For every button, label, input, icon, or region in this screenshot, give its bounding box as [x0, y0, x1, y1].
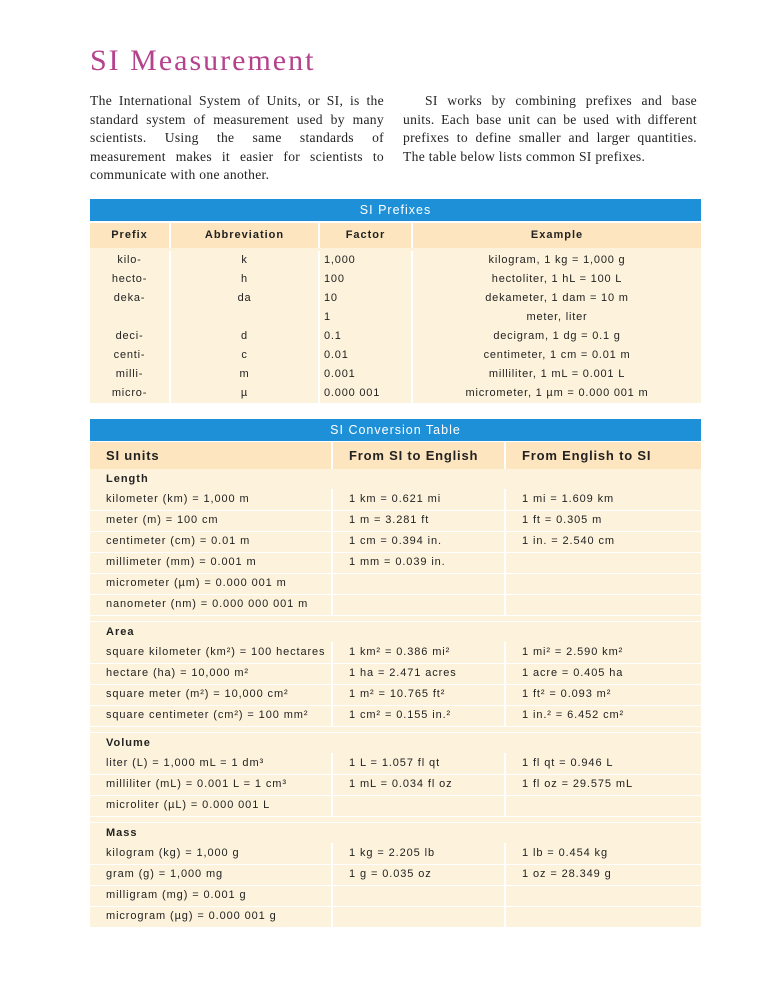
- si-unit-cell: centimeter (cm) = 0.01 m: [90, 531, 333, 553]
- prefix-cell: deci-: [90, 327, 171, 346]
- conversion-row: [90, 753, 701, 774]
- conversion-row: [90, 663, 701, 684]
- si-unit-cell: nanometer (nm) = 0.000 000 001 m: [90, 594, 333, 616]
- section-heading: Area: [106, 626, 135, 638]
- english-to-si-cell: 1 mi = 1.609 km: [506, 489, 701, 511]
- prefix-row: [90, 365, 701, 384]
- si-to-english-cell: [333, 906, 506, 928]
- english-to-si-cell: 1 ft² = 0.093 m²: [506, 684, 701, 706]
- conversion-table-header: [90, 442, 701, 469]
- si-unit-cell: square meter (m²) = 10,000 cm²: [90, 684, 333, 706]
- english-to-si-cell: 1 oz = 28.349 g: [506, 864, 701, 886]
- prefix-cell: centi-: [90, 346, 171, 365]
- conversion-row: [90, 774, 701, 795]
- section-heading: Mass: [106, 827, 138, 839]
- page-title: SI Measurement: [90, 44, 316, 77]
- factor-cell: 0.01: [320, 346, 413, 365]
- prefix-cell: deka-: [90, 289, 171, 308]
- example-cell: meter, liter: [526, 311, 588, 323]
- prefix-cell: hecto-: [90, 270, 171, 289]
- english-to-si-cell: [506, 552, 701, 574]
- english-to-si-cell: 1 fl oz = 29.575 mL: [506, 774, 701, 796]
- si-unit-cell: kilometer (km) = 1,000 m: [90, 489, 333, 511]
- si-to-english-cell: 1 km = 0.621 mi: [333, 489, 506, 511]
- conversion-row: [90, 795, 701, 816]
- si-unit-cell: micrometer (µm) = 0.000 001 m: [90, 573, 333, 595]
- si-unit-cell: liter (L) = 1,000 mL = 1 dm³: [90, 753, 333, 775]
- factor-cell: 100: [320, 270, 413, 289]
- conversion-row: [90, 864, 701, 885]
- section-spacer: [90, 816, 701, 823]
- si-to-english-cell: 1 mm = 0.039 in.: [333, 552, 506, 574]
- example-cell: kilogram, 1 kg = 1,000 g: [488, 254, 626, 266]
- abbreviation-cell: h: [171, 270, 320, 289]
- prefix-cell: [90, 308, 171, 327]
- conversion-row: [90, 642, 701, 663]
- si-unit-cell: hectare (ha) = 10,000 m²: [90, 663, 333, 685]
- prefix-table-body: [90, 248, 701, 403]
- conversion-row: [90, 594, 701, 615]
- prefix-table: [90, 223, 701, 403]
- si-to-english-cell: 1 m² = 10.765 ft²: [333, 684, 506, 706]
- factor-cell: 0.000 001: [320, 384, 413, 403]
- conversion-row: [90, 552, 701, 573]
- section-spacer: [90, 615, 701, 622]
- section-spacer: [90, 726, 701, 733]
- si-to-english-cell: [333, 594, 506, 616]
- column-header: Prefix: [90, 223, 171, 248]
- si-unit-cell: millimeter (mm) = 0.001 m: [90, 552, 333, 574]
- factor-cell: 0.001: [320, 365, 413, 384]
- conversion-row: [90, 573, 701, 594]
- si-unit-cell: square kilometer (km²) = 100 hectares: [90, 642, 333, 664]
- si-unit-cell: microliter (µL) = 0.000 001 L: [90, 795, 333, 817]
- abbreviation-cell: k: [171, 251, 320, 270]
- conversion-table-body: [90, 469, 701, 927]
- english-to-si-cell: 1 in. = 2.540 cm: [506, 531, 701, 553]
- si-to-english-cell: [333, 885, 506, 907]
- si-to-english-cell: 1 g = 0.035 oz: [333, 864, 506, 886]
- si-to-english-cell: 1 L = 1.057 fl qt: [333, 753, 506, 775]
- column-header: From English to SI: [522, 448, 652, 463]
- english-to-si-cell: 1 in.² = 6.452 cm²: [506, 705, 701, 727]
- example-cell: hectoliter, 1 hL = 100 L: [491, 273, 623, 285]
- si-to-english-cell: 1 cm = 0.394 in.: [333, 531, 506, 553]
- prefix-row: [90, 384, 701, 403]
- si-to-english-cell: 1 mL = 0.034 fl oz: [333, 774, 506, 796]
- intro-paragraph-left: The International System of Units, or SI, is the standard system of measurement used by many scientists. Using the same standards of measurement makes it easier for scientists to communicate with one another.: [90, 93, 384, 182]
- english-to-si-cell: 1 fl qt = 0.946 L: [506, 753, 701, 775]
- si-to-english-cell: [333, 573, 506, 595]
- conversion-row: [90, 510, 701, 531]
- si-unit-cell: kilogram (kg) = 1,000 g: [90, 843, 333, 865]
- si-unit-cell: milligram (mg) = 0.001 g: [90, 885, 333, 907]
- abbreviation-cell: m: [171, 365, 320, 384]
- english-to-si-cell: 1 mi² = 2.590 km²: [506, 642, 701, 664]
- si-to-english-cell: 1 cm² = 0.155 in.²: [333, 705, 506, 727]
- prefix-row: [90, 346, 701, 365]
- si-unit-cell: meter (m) = 100 cm: [90, 510, 333, 532]
- english-to-si-cell: [506, 885, 701, 907]
- prefix-row: [90, 251, 701, 270]
- english-to-si-cell: [506, 573, 701, 595]
- english-to-si-cell: [506, 906, 701, 928]
- column-header: Abbreviation: [171, 223, 320, 248]
- si-to-english-cell: 1 km² = 0.386 mi²: [333, 642, 506, 664]
- abbreviation-cell: d: [171, 327, 320, 346]
- factor-cell: 10: [320, 289, 413, 308]
- english-to-si-cell: 1 ft = 0.305 m: [506, 510, 701, 532]
- column-header: Example: [530, 229, 584, 241]
- conversion-row: [90, 885, 701, 906]
- column-header: SI units: [90, 442, 333, 469]
- abbreviation-cell: da: [171, 289, 320, 308]
- example-cell: centimeter, 1 cm = 0.01 m: [483, 349, 631, 361]
- intro-paragraph-right: SI works by combining prefixes and base units. Each base unit can be used with different prefixes to define smaller and larger quantities. The table below lists common SI prefixes.: [403, 93, 697, 164]
- column-header: Factor: [320, 223, 413, 248]
- conversion-row: [90, 843, 701, 864]
- abbreviation-cell: c: [171, 346, 320, 365]
- conversion-table: [90, 442, 701, 927]
- si-to-english-cell: 1 kg = 2.205 lb: [333, 843, 506, 865]
- factor-cell: 1: [320, 308, 413, 327]
- factor-cell: 0.1: [320, 327, 413, 346]
- conversion-row: [90, 705, 701, 726]
- si-to-english-cell: 1 m = 3.281 ft: [333, 510, 506, 532]
- section-heading: Length: [106, 473, 149, 485]
- conversion-row: [90, 489, 701, 510]
- prefix-cell: milli-: [90, 365, 171, 384]
- factor-cell: 1,000: [320, 251, 413, 270]
- english-to-si-cell: [506, 594, 701, 616]
- si-unit-cell: square centimeter (cm²) = 100 mm²: [90, 705, 333, 727]
- prefix-row: [90, 327, 701, 346]
- si-unit-cell: microgram (µg) = 0.000 001 g: [90, 906, 333, 928]
- example-cell: dekameter, 1 dam = 10 m: [485, 292, 629, 304]
- prefix-row: [90, 308, 701, 327]
- column-header: From SI to English: [333, 442, 506, 469]
- conversion-table-title: SI Conversion Table: [90, 419, 701, 441]
- conversion-row: [90, 684, 701, 705]
- example-cell: micrometer, 1 µm = 0.000 001 m: [465, 387, 649, 399]
- english-to-si-cell: 1 lb = 0.454 kg: [506, 843, 701, 865]
- si-unit-cell: milliliter (mL) = 0.001 L = 1 cm³: [90, 774, 333, 796]
- conversion-row: [90, 906, 701, 927]
- si-to-english-cell: [333, 795, 506, 817]
- prefix-row: [90, 270, 701, 289]
- english-to-si-cell: [506, 795, 701, 817]
- section-heading: Volume: [106, 737, 151, 749]
- prefix-cell: micro-: [90, 384, 171, 403]
- si-to-english-cell: 1 ha = 2.471 acres: [333, 663, 506, 685]
- prefix-cell: kilo-: [90, 251, 171, 270]
- prefix-table-title: SI Prefixes: [90, 199, 701, 221]
- abbreviation-cell: µ: [171, 384, 320, 403]
- prefix-row: [90, 289, 701, 308]
- abbreviation-cell: [171, 308, 320, 327]
- example-cell: milliliter, 1 mL = 0.001 L: [488, 368, 626, 380]
- english-to-si-cell: 1 acre = 0.405 ha: [506, 663, 701, 685]
- example-cell: decigram, 1 dg = 0.1 g: [493, 330, 621, 342]
- si-unit-cell: gram (g) = 1,000 mg: [90, 864, 333, 886]
- conversion-row: [90, 531, 701, 552]
- prefix-table-header: [90, 223, 701, 248]
